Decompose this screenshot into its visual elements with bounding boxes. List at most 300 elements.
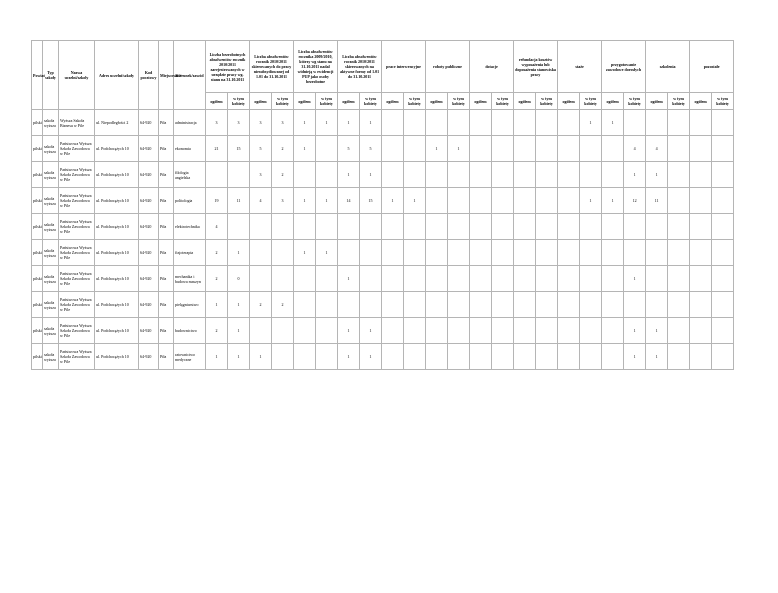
cell-value — [690, 240, 712, 266]
cell-value: 1 — [602, 188, 624, 214]
cell-typ: szkoła wyższa — [43, 266, 59, 292]
cell-value — [382, 344, 404, 370]
cell-value — [470, 214, 492, 240]
cell-value — [712, 162, 734, 188]
cell-adres: ul. Podchorążych 10 — [95, 344, 139, 370]
cell-value: 5 — [360, 136, 382, 162]
cell-value: 1 — [316, 110, 338, 136]
cell-value — [514, 188, 536, 214]
cell-kierunek: budownictwo — [174, 318, 206, 344]
cell-value: 1 — [602, 110, 624, 136]
table-row — [32, 266, 778, 292]
cell-value: 1 — [316, 188, 338, 214]
cell-value — [294, 266, 316, 292]
cell-kod: 64-920 — [139, 344, 159, 370]
cell-value: 4 — [624, 136, 646, 162]
cell-value — [712, 318, 734, 344]
cell-value — [690, 344, 712, 370]
cell-value — [470, 110, 492, 136]
cell-value — [316, 214, 338, 240]
cell-value — [712, 266, 734, 292]
cell-value — [316, 162, 338, 188]
cell-value — [382, 318, 404, 344]
cell-value: 1 — [624, 344, 646, 370]
cell-value: 2 — [272, 162, 294, 188]
cell-value: 12 — [624, 188, 646, 214]
cell-value: 11 — [646, 188, 668, 214]
cell-value — [470, 292, 492, 318]
header-pozostale: pozostałe — [690, 41, 734, 93]
cell-kod: 64-920 — [139, 318, 159, 344]
cell-value — [470, 318, 492, 344]
cell-value — [536, 292, 558, 318]
cell-value — [316, 136, 338, 162]
cell-value: 3 — [272, 188, 294, 214]
cell-value — [602, 214, 624, 240]
cell-powiat: pilski — [32, 162, 43, 188]
cell-value: 1 — [294, 136, 316, 162]
cell-value: 1 — [338, 110, 360, 136]
cell-kierunek: filologia angielska — [174, 162, 206, 188]
subheader-ogolem: ogółem — [514, 93, 536, 110]
cell-value: 2 — [206, 318, 228, 344]
cell-kierunek: administracja — [174, 110, 206, 136]
cell-value — [426, 240, 448, 266]
cell-value — [646, 266, 668, 292]
cell-value — [646, 214, 668, 240]
cell-value — [426, 344, 448, 370]
cell-miasto: Piła — [159, 318, 174, 344]
cell-value — [470, 240, 492, 266]
cell-value — [294, 214, 316, 240]
table-row — [32, 344, 778, 370]
cell-value — [294, 162, 316, 188]
cell-value: 2 — [206, 266, 228, 292]
cell-value — [514, 110, 536, 136]
cell-value: 2 — [206, 240, 228, 266]
cell-value — [624, 240, 646, 266]
cell-value — [448, 318, 470, 344]
cell-miasto: Piła — [159, 162, 174, 188]
cell-value: 1 — [580, 110, 602, 136]
cell-value — [602, 266, 624, 292]
cell-value: 15 — [360, 188, 382, 214]
cell-value — [448, 214, 470, 240]
cell-powiat: pilski — [32, 136, 43, 162]
subheader-kobiety: w tym kobiety — [580, 93, 602, 110]
cell-value — [536, 188, 558, 214]
cell-value — [558, 318, 580, 344]
cell-kod: 64-920 — [139, 110, 159, 136]
cell-value: 3 — [272, 110, 294, 136]
cell-powiat: pilski — [32, 110, 43, 136]
cell-value: 1 — [404, 188, 426, 214]
header-aktywne-formy: Liczba absolwentów rocznik 2010/2011 skierowanych na aktywne formy od 1.01 do 31.10.2011 — [338, 41, 382, 93]
cell-value — [646, 110, 668, 136]
cell-value — [492, 162, 514, 188]
cell-value — [404, 344, 426, 370]
cell-value: 1 — [338, 344, 360, 370]
cell-value: 1 — [580, 188, 602, 214]
cell-value — [294, 318, 316, 344]
cell-kod: 64-920 — [139, 240, 159, 266]
cell-value — [250, 318, 272, 344]
cell-value: 1 — [228, 318, 250, 344]
cell-value — [690, 136, 712, 162]
cell-value — [668, 318, 690, 344]
cell-value — [668, 214, 690, 240]
cell-miasto: Piła — [159, 292, 174, 318]
header-prace-interwencyjne: prace interwencyjne — [382, 41, 426, 93]
cell-powiat: pilski — [32, 318, 43, 344]
cell-value: 3 — [228, 110, 250, 136]
cell-miasto: Piła — [159, 240, 174, 266]
cell-value — [492, 266, 514, 292]
cell-value — [492, 214, 514, 240]
cell-powiat: pilski — [32, 292, 43, 318]
cell-value: 1 — [360, 162, 382, 188]
cell-value: 14 — [338, 188, 360, 214]
cell-typ: szkoła wyższa — [43, 240, 59, 266]
cell-value — [470, 266, 492, 292]
cell-value — [382, 214, 404, 240]
subheader-kobiety: w tym kobiety — [712, 93, 734, 110]
cell-kierunek: elektrotechnika — [174, 214, 206, 240]
cell-value — [580, 240, 602, 266]
cell-value — [492, 136, 514, 162]
cell-value — [382, 240, 404, 266]
subheader-ogolem: ogółem — [338, 93, 360, 110]
cell-value — [206, 162, 228, 188]
cell-adres: ul. Podchorążych 10 — [95, 188, 139, 214]
cell-powiat: pilski — [32, 188, 43, 214]
cell-value — [404, 292, 426, 318]
cell-value — [382, 110, 404, 136]
header-szkolenia: szkolenia — [646, 41, 690, 93]
cell-nazwa: Państwowa Wyższa Szkoła Zawodowa w Pile — [59, 266, 95, 292]
cell-miasto: Piła — [159, 188, 174, 214]
cell-value — [668, 266, 690, 292]
cell-value — [536, 214, 558, 240]
cell-value: 1 — [646, 318, 668, 344]
cell-value — [558, 162, 580, 188]
cell-value — [404, 214, 426, 240]
header-rocznik-2009: Liczba absolwentów rocznika 2009/2010, którzy wg stanu na 31.10.2011 nadal widnieją w ewidencji PUP jako osoby bezrobotne — [294, 41, 338, 93]
cell-value: 1 — [316, 240, 338, 266]
cell-value — [558, 344, 580, 370]
cell-value: 2 — [272, 292, 294, 318]
cell-nazwa: Państwowa Wyższa Szkoła Zawodowa w Pile — [59, 240, 95, 266]
cell-value: 1 — [294, 188, 316, 214]
cell-typ: szkoła wyższa — [43, 110, 59, 136]
cell-value — [580, 292, 602, 318]
cell-typ: szkoła wyższa — [43, 188, 59, 214]
cell-value — [250, 266, 272, 292]
cell-value — [228, 214, 250, 240]
cell-kod: 64-920 — [139, 266, 159, 292]
cell-value — [250, 214, 272, 240]
cell-adres: ul. Podchorążych 10 — [95, 266, 139, 292]
header-przygotowanie: przygotowanie zawodowe dorosłych — [602, 41, 646, 93]
subheader-kobiety: w tym kobiety — [316, 93, 338, 110]
cell-value — [492, 110, 514, 136]
cell-value — [712, 110, 734, 136]
cell-adres: ul. Podchorążych 10 — [95, 318, 139, 344]
subheader-kobiety: w tym kobiety — [536, 93, 558, 110]
cell-powiat: pilski — [32, 266, 43, 292]
table-row — [32, 136, 778, 162]
cell-adres: ul. Podchorążych 10 — [95, 136, 139, 162]
cell-value — [558, 292, 580, 318]
subheader-kobiety: w tym kobiety — [228, 93, 250, 110]
cell-miasto: Piła — [159, 214, 174, 240]
cell-value: 1 — [228, 344, 250, 370]
cell-value: 1 — [448, 136, 470, 162]
cell-value: 1 — [338, 318, 360, 344]
cell-kod: 64-920 — [139, 136, 159, 162]
cell-value — [338, 240, 360, 266]
cell-value: 5 — [338, 136, 360, 162]
cell-value — [536, 110, 558, 136]
cell-value — [272, 240, 294, 266]
cell-value: 1 — [294, 110, 316, 136]
cell-value: 1 — [338, 266, 360, 292]
cell-value — [492, 240, 514, 266]
table-row — [32, 240, 778, 266]
cell-value — [404, 266, 426, 292]
cell-value — [448, 240, 470, 266]
cell-value — [558, 214, 580, 240]
cell-value — [514, 214, 536, 240]
cell-value — [624, 110, 646, 136]
cell-value — [360, 266, 382, 292]
table-row — [32, 188, 778, 214]
cell-value — [712, 214, 734, 240]
cell-value — [624, 292, 646, 318]
cell-value — [646, 240, 668, 266]
cell-value — [426, 318, 448, 344]
subheader-kobiety: w tym kobiety — [404, 93, 426, 110]
cell-value: 1 — [360, 318, 382, 344]
cell-value — [448, 292, 470, 318]
cell-typ: szkoła wyższa — [43, 344, 59, 370]
cell-value: 15 — [228, 136, 250, 162]
cell-value — [536, 266, 558, 292]
cell-value — [558, 110, 580, 136]
cell-powiat: pilski — [32, 344, 43, 370]
cell-value — [426, 188, 448, 214]
cell-value: 0 — [228, 266, 250, 292]
cell-miasto: Piła — [159, 110, 174, 136]
cell-value: 19 — [206, 188, 228, 214]
cell-value — [690, 292, 712, 318]
cell-value — [338, 214, 360, 240]
cell-value — [536, 344, 558, 370]
cell-value — [272, 266, 294, 292]
cell-value — [668, 136, 690, 162]
cell-value: 1 — [426, 136, 448, 162]
cell-value — [580, 214, 602, 240]
cell-value: 1 — [382, 188, 404, 214]
cell-value: 2 — [272, 136, 294, 162]
cell-value — [272, 214, 294, 240]
cell-value — [426, 214, 448, 240]
cell-kod: 64-920 — [139, 214, 159, 240]
cell-nazwa: Państwowa Wyższa Szkoła Zawodowa w Pile — [59, 344, 95, 370]
cell-value — [470, 162, 492, 188]
cell-value — [668, 188, 690, 214]
cell-value: 1 — [624, 162, 646, 188]
cell-value: 1 — [206, 344, 228, 370]
cell-value — [426, 292, 448, 318]
cell-value — [448, 162, 470, 188]
cell-value — [580, 136, 602, 162]
cell-value — [602, 240, 624, 266]
cell-adres: ul. Niepodległości 2 — [95, 110, 139, 136]
cell-value — [470, 188, 492, 214]
cell-value — [316, 344, 338, 370]
cell-value — [492, 344, 514, 370]
cell-value: 5 — [250, 136, 272, 162]
cell-kierunek: politologia — [174, 188, 206, 214]
cell-value: 3 — [250, 110, 272, 136]
cell-value — [624, 214, 646, 240]
subheader-ogolem: ogółem — [470, 93, 492, 110]
header-dotacje: dotacje — [470, 41, 514, 93]
cell-value — [382, 162, 404, 188]
cell-value — [602, 136, 624, 162]
cell-value — [514, 240, 536, 266]
cell-value — [690, 318, 712, 344]
cell-typ: szkoła wyższa — [43, 318, 59, 344]
cell-kierunek: ekonomia — [174, 136, 206, 162]
header-roboty-publiczne: roboty publiczne — [426, 41, 470, 93]
cell-value — [514, 136, 536, 162]
subheader-ogolem: ogółem — [558, 93, 580, 110]
cell-value — [580, 344, 602, 370]
cell-value — [382, 266, 404, 292]
cell-value — [668, 344, 690, 370]
header-refundacja: refundacja kosztów wyposażenia lub doposażenia stanowiska pracy — [514, 41, 558, 93]
cell-kod: 64-920 — [139, 162, 159, 188]
cell-value — [426, 162, 448, 188]
subheader-ogolem: ogółem — [646, 93, 668, 110]
cell-value — [646, 292, 668, 318]
cell-value: 1 — [624, 318, 646, 344]
cell-value — [690, 214, 712, 240]
cell-powiat: pilski — [32, 240, 43, 266]
cell-value — [690, 110, 712, 136]
subheader-kobiety: w tym kobiety — [492, 93, 514, 110]
cell-value — [360, 240, 382, 266]
cell-adres: ul. Podchorążych 10 — [95, 214, 139, 240]
cell-kierunek: fizjoterapia — [174, 240, 206, 266]
cell-value — [602, 318, 624, 344]
cell-value — [514, 292, 536, 318]
cell-miasto: Piła — [159, 136, 174, 162]
cell-nazwa: Państwowa Wyższa Szkoła Zawodowa w Pile — [59, 188, 95, 214]
cell-value — [558, 240, 580, 266]
cell-value — [712, 240, 734, 266]
header-row-groups — [32, 41, 778, 93]
cell-value — [426, 110, 448, 136]
cell-value: 4 — [250, 188, 272, 214]
cell-value — [294, 292, 316, 318]
cell-value: 1 — [360, 344, 382, 370]
subheader-kobiety: w tym kobiety — [272, 93, 294, 110]
cell-value: 1 — [228, 292, 250, 318]
cell-kierunek: pielęgniarstwo — [174, 292, 206, 318]
cell-value — [294, 344, 316, 370]
cell-value — [668, 162, 690, 188]
cell-adres: ul. Podchorążych 10 — [95, 240, 139, 266]
cell-value — [492, 292, 514, 318]
header-nazwa: Nazwa uczelni/szkoły — [59, 41, 95, 110]
cell-value: 4 — [646, 136, 668, 162]
cell-value — [602, 162, 624, 188]
cell-adres: ul. Podchorążych 10 — [95, 292, 139, 318]
cell-value — [382, 292, 404, 318]
cell-nazwa: Państwowa Wyższa Szkoła Zawodowa w Pile — [59, 136, 95, 162]
subheader-kobiety: w tym kobiety — [448, 93, 470, 110]
cell-value: 2 — [250, 292, 272, 318]
cell-value: 1 — [646, 162, 668, 188]
cell-adres: ul. Podchorążych 10 — [95, 162, 139, 188]
cell-nazwa: Państwowa Wyższa Szkoła Zawodowa w Pile — [59, 162, 95, 188]
cell-value — [404, 136, 426, 162]
cell-value: 1 — [228, 240, 250, 266]
cell-value — [470, 136, 492, 162]
cell-value — [426, 266, 448, 292]
cell-value — [448, 110, 470, 136]
cell-value — [404, 318, 426, 344]
cell-value: 1 — [250, 344, 272, 370]
table-row — [32, 292, 778, 318]
cell-value — [360, 292, 382, 318]
cell-value — [690, 188, 712, 214]
cell-value — [712, 292, 734, 318]
cell-value — [316, 318, 338, 344]
cell-value — [690, 266, 712, 292]
cell-typ: szkoła wyższa — [43, 214, 59, 240]
cell-value — [536, 136, 558, 162]
subheader-kobiety: w tym kobiety — [624, 93, 646, 110]
header-adres: Adres uczelni/szkoły — [95, 41, 139, 110]
cell-value: 1 — [338, 162, 360, 188]
cell-value — [404, 162, 426, 188]
cell-value — [492, 188, 514, 214]
cell-value: 1 — [294, 240, 316, 266]
header-praca-niesubsydiowana: Liczba absolwentów rocznik 2010/2011 skierowanych do pracy niesubsydiowanej od 1.01 do 31.10.2011 — [250, 41, 294, 93]
cell-typ: szkoła wyższa — [43, 292, 59, 318]
cell-value — [580, 318, 602, 344]
cell-value — [448, 344, 470, 370]
table-body — [32, 110, 778, 370]
cell-value — [448, 266, 470, 292]
cell-value — [580, 266, 602, 292]
cell-value — [250, 240, 272, 266]
cell-kod: 64-920 — [139, 188, 159, 214]
subheader-kobiety: w tym kobiety — [360, 93, 382, 110]
cell-value — [668, 110, 690, 136]
cell-value — [668, 240, 690, 266]
cell-value — [668, 292, 690, 318]
cell-value — [514, 344, 536, 370]
cell-nazwa: Państwowa Wyższa Szkoła Zawodowa w Pile — [59, 292, 95, 318]
subheader-kobiety: w tym kobiety — [668, 93, 690, 110]
cell-miasto: Piła — [159, 344, 174, 370]
cell-typ: szkoła wyższa — [43, 162, 59, 188]
